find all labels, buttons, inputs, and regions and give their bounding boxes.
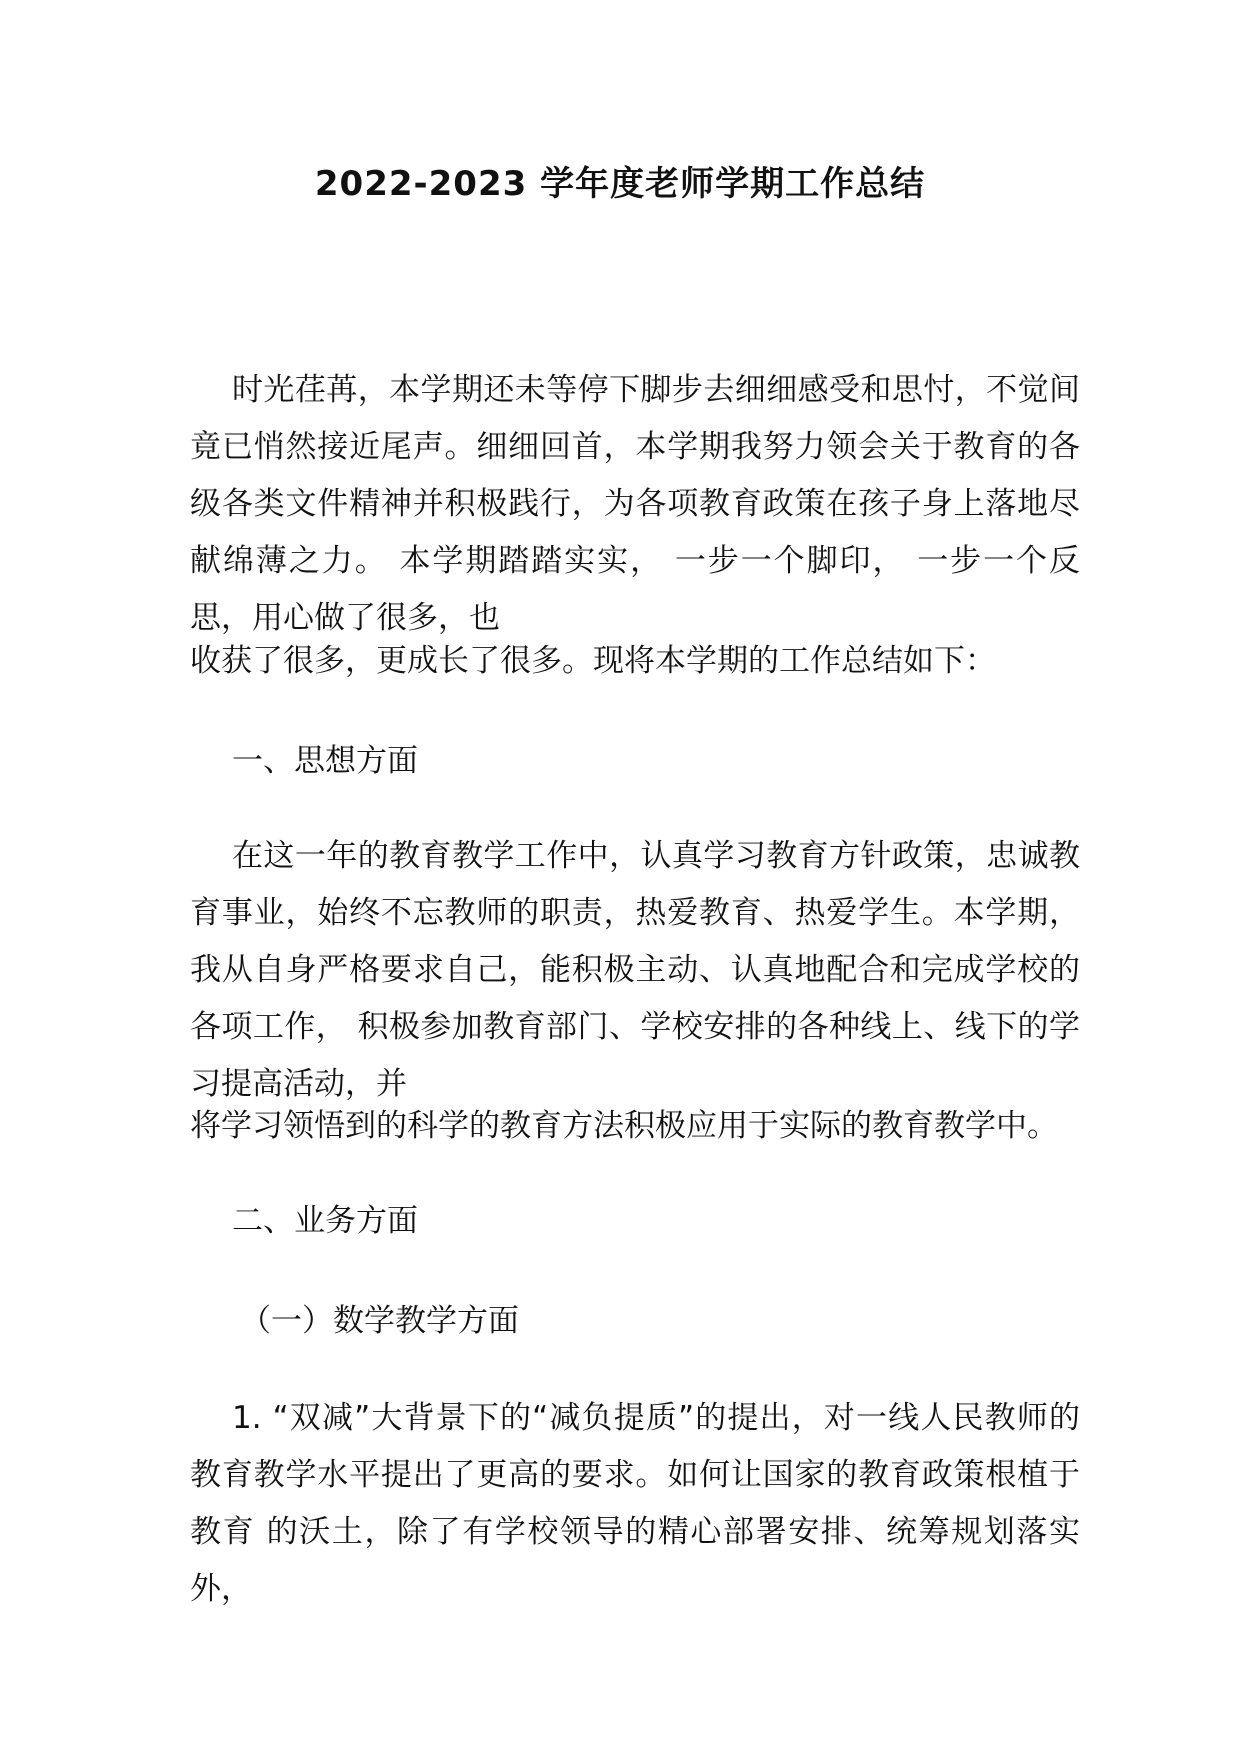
document-title: 2022-2023 学年度老师学期工作总结 bbox=[314, 164, 926, 204]
subsection-heading-math: （一）数学教学方面 bbox=[240, 1303, 519, 1339]
thought-paragraph: 在这一年的教育教学工作中，认真学习教育方针政策，忠诚教育事业，始终不忘教师的职责，热爱教育、热爱学生。本学期，我从自身严格要求自己，能积极主动、认真地配合和完成学校的各项工作， 积极参加教育部门、学校安排的各种线上、线下的学习提高活动，并 bbox=[190, 838, 1080, 1102]
intro-paragraph: 时光荏苒，本学期还未等停下脚步去细细感受和思忖，不觉间竟已悄然接近尾声。细细回首，本学期我努力领会关于教育的各级各类文件精神并积极践行，为各项教育政策在孩子身上落地尽献绵薄之力。 本学期踏踏实实， 一步一个脚印， 一步一个反思，用心做了很多，也 bbox=[190, 372, 1080, 636]
intro-continuation: 收获了很多，更成长了很多。现将本学期的工作总结如下： bbox=[190, 643, 996, 679]
math-item-1: 1. “双减”大背景下的“减负提质”的提出，对一线人民教师的 教育教学水平提出了更高的要求。如何让国家的教育政策根植于教育 的沃土，除了有学校领导的精心部署安排、统筹规划落实外， bbox=[190, 1400, 1080, 1607]
section-heading-thought: 一、思想方面 bbox=[232, 743, 418, 779]
section-heading-business: 二、业务方面 bbox=[232, 1203, 418, 1239]
thought-continuation: 将学习领悟到的科学的教育方法积极应用于实际的教育教学中。 bbox=[190, 1108, 1058, 1144]
